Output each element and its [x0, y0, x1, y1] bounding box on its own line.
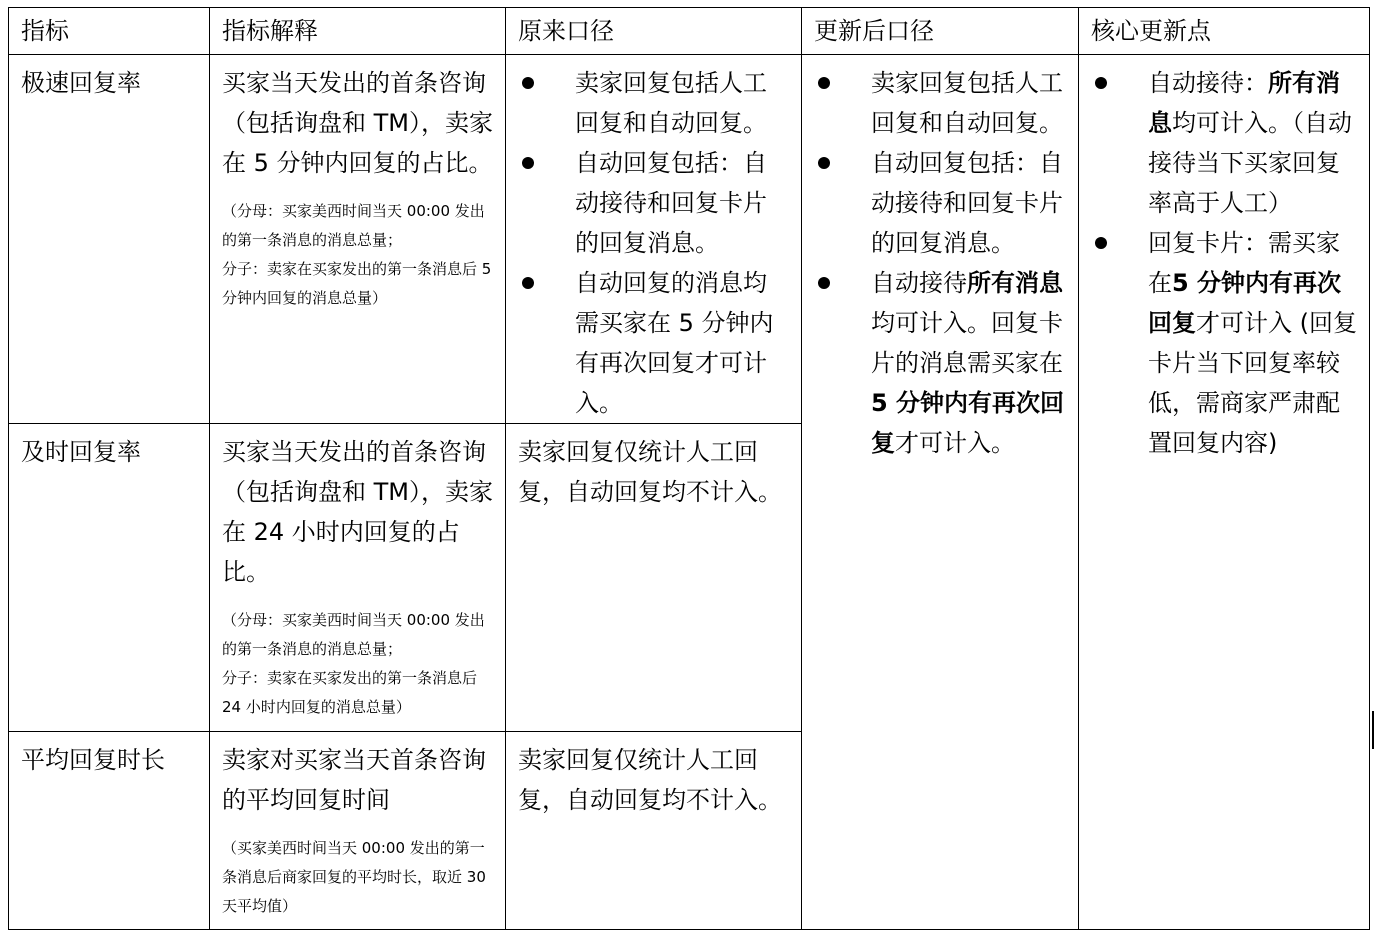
explanation-cell	[210, 732, 506, 930]
list-item	[518, 63, 789, 143]
list-item-text: 回复卡片：需买家在	[1148, 229, 1340, 297]
explanation-note	[222, 606, 493, 722]
bullet-icon	[818, 277, 830, 289]
explanation-cell	[210, 424, 506, 732]
bullet-icon	[818, 77, 830, 89]
explanation-main: 买家当天发出的首条咨询（包括询盘和 TM），卖家在 24 小时内回复的占比。	[222, 438, 493, 586]
metric-name: 平均回复时长	[21, 746, 165, 774]
original-scope-text: 卖家回复仅统计人工回复，自动回复均不计入。	[518, 438, 782, 506]
list-item-text: 均可计入。（自动接待当下买家回复率高于人工）	[1148, 109, 1352, 217]
explanation-note	[222, 197, 493, 313]
core-update-cell	[1079, 55, 1370, 930]
list-item-text: 才可计入 (回复卡片当下回复率较低，需商家严肃配置回复内容)	[1148, 309, 1357, 457]
explanation-main: 买家当天发出的首条咨询（包括询盘和 TM），卖家在 5 分钟内回复的占比。	[222, 69, 493, 177]
header-explanation: 指标解释	[210, 8, 506, 55]
list-item	[518, 263, 789, 423]
bullet-icon	[1095, 237, 1107, 249]
original-scope-cell	[506, 55, 802, 424]
list-item-text: 自动回复包括：自动接待和回复卡片的回复消息。	[871, 149, 1063, 257]
list-item-text: 均可计入。回复卡片的消息需买家在	[871, 309, 1063, 377]
list-item	[814, 63, 1066, 143]
header-row	[9, 8, 1370, 55]
original-scope-text: 卖家回复仅统计人工回复，自动回复均不计入。	[518, 746, 782, 814]
list-item-text: 自动回复包括：自动接待和回复卡片的回复消息。	[575, 149, 767, 257]
list-item-text: 自动回复的消息均需买家在 5 分钟内有再次回复才可计入。	[575, 269, 774, 417]
original-scope-cell	[506, 424, 802, 732]
note-denominator: （分母：买家美西时间当天 00:00 发出的第一条消息的消息总量；	[222, 611, 485, 658]
core-update-list	[1091, 63, 1357, 463]
bullet-icon	[522, 277, 534, 289]
list-item-text: 自动接待	[871, 269, 967, 297]
header-metric: 指标	[9, 8, 210, 55]
list-item-text: 自动接待：	[1148, 69, 1268, 97]
explanation-main: 卖家对买家当天首条咨询的平均回复时间	[222, 746, 486, 814]
emphasis-text: 5 分钟内有再次回复	[1148, 269, 1342, 337]
emphasis-text: 5 分钟内有再次回复	[871, 389, 1065, 457]
metric-name: 及时回复率	[21, 438, 141, 466]
explanation-cell	[210, 55, 506, 424]
list-item-text: 卖家回复包括人工回复和自动回复。	[871, 69, 1063, 137]
metric-cell	[9, 55, 210, 424]
metric-name: 极速回复率	[21, 69, 141, 97]
original-scope-list	[518, 63, 789, 423]
note-numerator: 分子：卖家在买家发出的第一条消息后 24 小时内回复的消息总量）	[222, 669, 478, 716]
emphasis-text: 所有消息	[1148, 69, 1340, 137]
metric-cell	[9, 424, 210, 732]
note-detail: （买家美西时间当天 00:00 发出的第一条消息后商家回复的平均时长，取近 30 天平均值）	[222, 839, 486, 915]
page-edge-marker	[1372, 711, 1374, 749]
list-item	[814, 263, 1066, 463]
bullet-icon	[522, 77, 534, 89]
bullet-icon	[1095, 77, 1107, 89]
explanation-note	[222, 834, 493, 921]
bullet-icon	[522, 157, 534, 169]
list-item	[1091, 63, 1357, 223]
table-row	[9, 55, 1370, 424]
list-item-text: 卖家回复包括人工回复和自动回复。	[575, 69, 767, 137]
updated-scope-cell	[802, 55, 1079, 930]
note-numerator: 分子：卖家在买家发出的第一条消息后 5 分钟内回复的消息总量）	[222, 260, 492, 307]
metric-cell	[9, 732, 210, 930]
header-original-scope: 原来口径	[506, 8, 802, 55]
updated-scope-list	[814, 63, 1066, 463]
list-item	[1091, 223, 1357, 463]
list-item	[814, 143, 1066, 263]
emphasis-text: 所有消息	[967, 269, 1063, 297]
bullet-icon	[818, 157, 830, 169]
metrics-table	[8, 7, 1370, 930]
header-updated-scope: 更新后口径	[802, 8, 1079, 55]
list-item	[518, 143, 789, 263]
original-scope-cell	[506, 732, 802, 930]
header-core-update: 核心更新点	[1079, 8, 1370, 55]
note-denominator: （分母：买家美西时间当天 00:00 发出的第一条消息的消息总量；	[222, 202, 485, 249]
list-item-text: 才可计入。	[895, 429, 1015, 457]
